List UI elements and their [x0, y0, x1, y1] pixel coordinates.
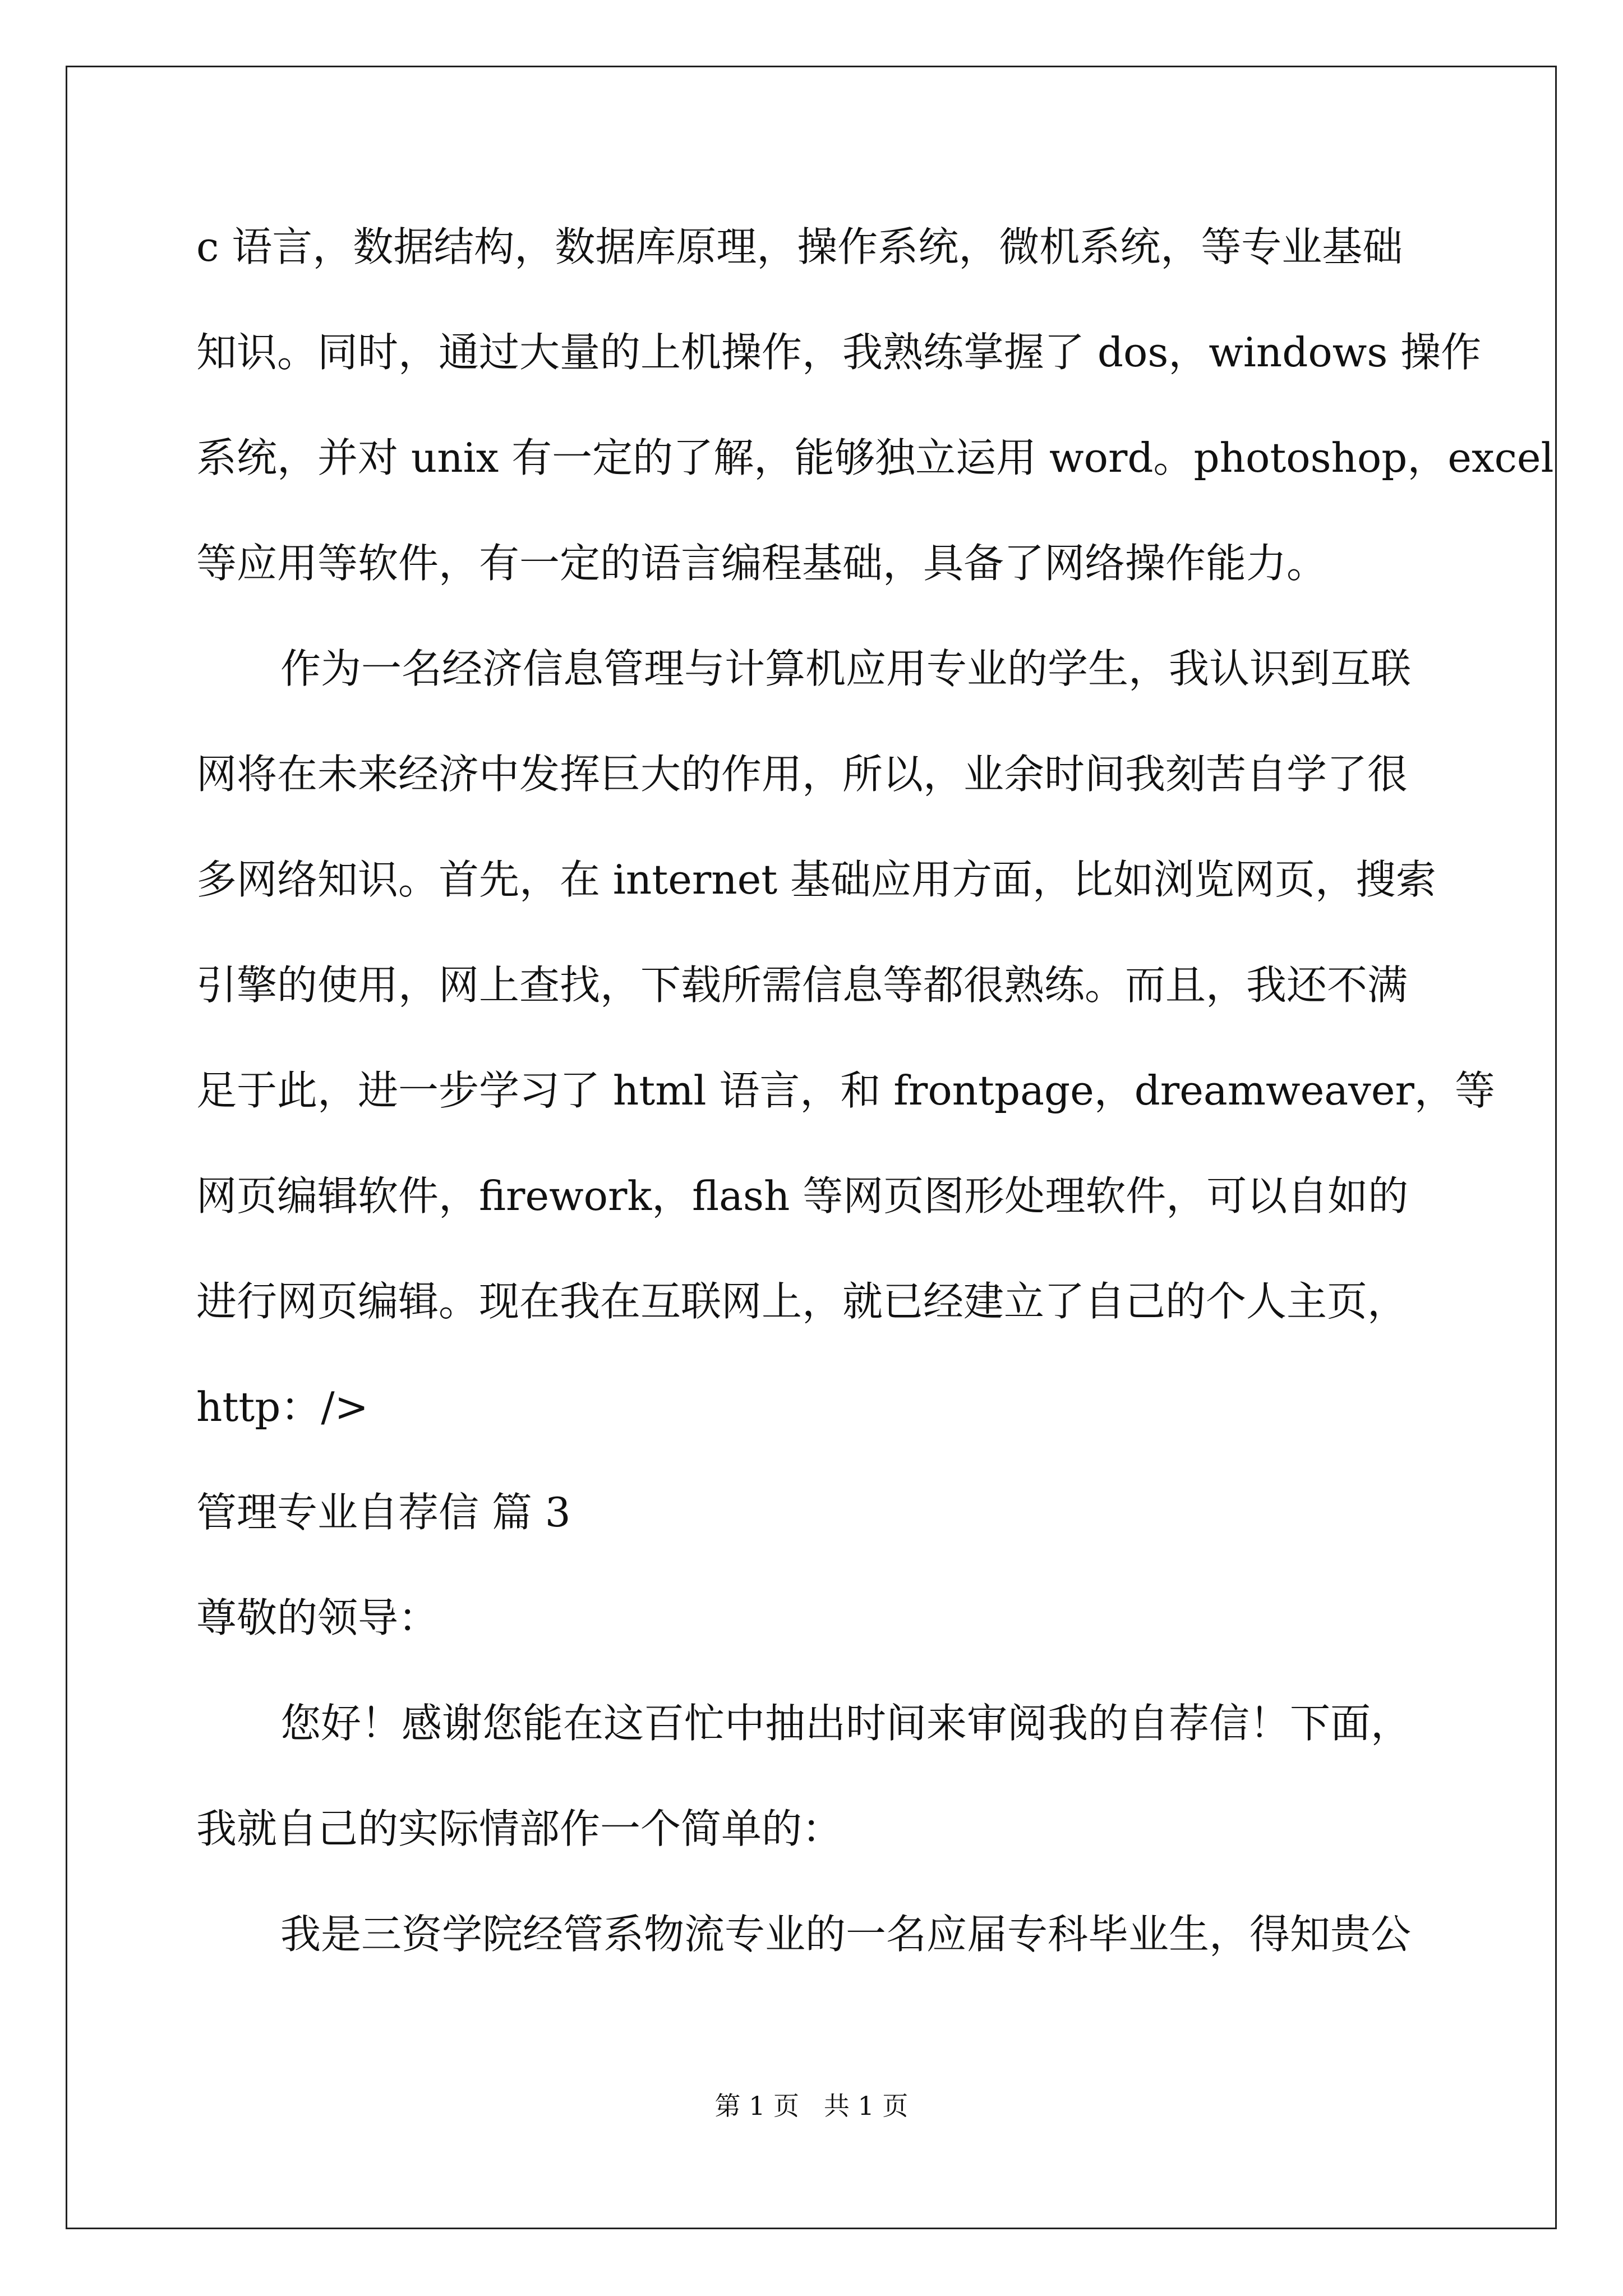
- paragraph-first-line: 我是三资学院经管系物流专业的一名应届专科毕业生，得知贵公: [280, 1911, 1412, 1958]
- page-border: [66, 66, 1557, 2229]
- text-line: 网页编辑软件，firework，flash 等网页图形处理软件，可以自如的: [196, 1172, 1409, 1220]
- text-line: 系统，并对 unix 有一定的了解，能够独立运用 word。photoshop，excel: [196, 434, 1554, 481]
- url-line: http：/>: [196, 1383, 368, 1430]
- page-footer: 第 1 页 共 1 页: [714, 2091, 909, 2121]
- paragraph-first-line: 您好！感谢您能在这百忙中抽出时间来审阅我的自荐信！下面，: [280, 1700, 1412, 1747]
- text-line: 知识。同时，通过大量的上机操作，我熟练掌握了 dos，windows 操作: [196, 329, 1482, 376]
- text-line: c 语言，数据结构，数据库原理，操作系统，微机系统，等专业基础: [196, 223, 1403, 270]
- text-line: 足于此，进一步学习了 html 语言，和 frontpage，dreamweaver，等: [196, 1067, 1495, 1114]
- section-heading: 管理专业自荐信 篇 3: [196, 1489, 571, 1536]
- text-line: 多网络知识。首先，在 internet 基础应用方面，比如浏览网页，搜索: [196, 856, 1437, 903]
- paragraph-first-line: 作为一名经济信息管理与计算机应用专业的学生，我认识到互联: [280, 645, 1412, 692]
- text-line: 等应用等软件，有一定的语言编程基础，具备了网络操作能力。: [196, 540, 1327, 587]
- salutation: 尊敬的领导：: [196, 1594, 439, 1641]
- text-line: 网将在未来经济中发挥巨大的作用，所以，业余时间我刻苦自学了很: [196, 751, 1408, 798]
- text-line: 引擎的使用，网上查找，下载所需信息等都很熟练。而且，我还不满: [196, 961, 1408, 1009]
- text-line: 进行网页编辑。现在我在互联网上，就已经建立了自己的个人主页，: [196, 1278, 1408, 1325]
- text-line: 我就自己的实际情部作一个简单的：: [196, 1805, 843, 1852]
